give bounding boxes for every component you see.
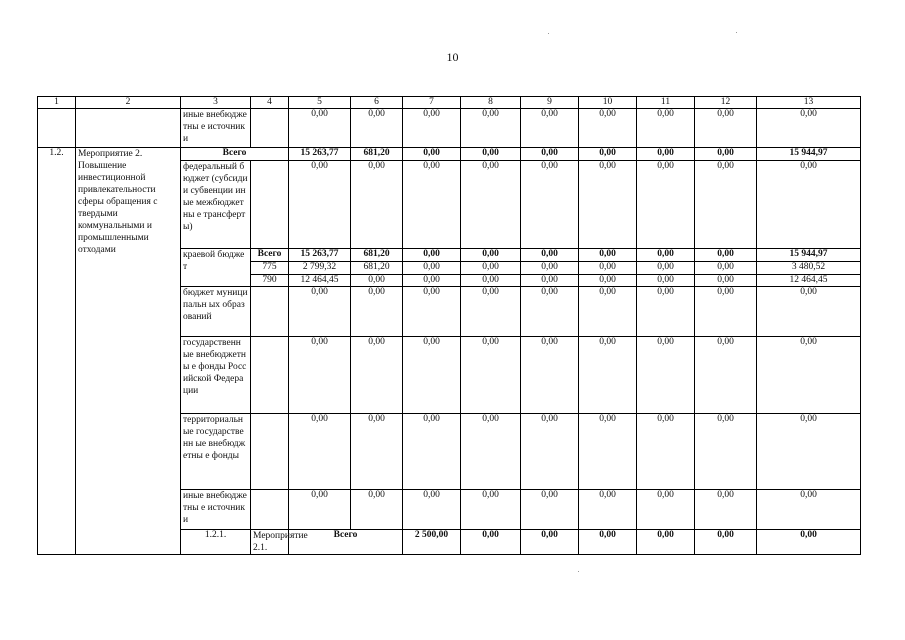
value-cell: 0,00: [403, 490, 461, 530]
value-cell: 0,00: [579, 530, 637, 555]
code-cell: [251, 490, 289, 530]
value-cell: 0,00: [351, 414, 403, 490]
value-cell: 0,00: [351, 337, 403, 414]
column-number: 13: [757, 97, 861, 109]
code-cell: [251, 161, 289, 249]
value-cell: 15 944,97: [757, 148, 861, 161]
value-cell: 0,00: [461, 414, 521, 490]
value-cell: 0,00: [579, 287, 637, 337]
value-cell: 0,00: [579, 249, 637, 262]
code-cell: [251, 287, 289, 337]
value-cell: 0,00: [461, 275, 521, 287]
value-cell: 0,00: [579, 161, 637, 249]
value-cell: 0,00: [461, 287, 521, 337]
code-cell: [251, 337, 289, 414]
value-cell: 0,00: [403, 275, 461, 287]
value-cell: 0,00: [461, 490, 521, 530]
source-cell: бюджет муниципальн ых образований: [181, 287, 251, 337]
value-cell: 0,00: [579, 262, 637, 275]
value-cell: 0,00: [403, 161, 461, 249]
code-cell: [251, 109, 289, 148]
value-cell: 0,00: [403, 337, 461, 414]
value-cell: 0,00: [521, 337, 579, 414]
value-cell: 681,20: [351, 249, 403, 262]
value-cell: 0,00: [521, 249, 579, 262]
value-cell: 0,00: [695, 337, 757, 414]
value-cell: 0,00: [695, 414, 757, 490]
source-total-label: Всего: [181, 148, 289, 161]
value-cell: 681,20: [351, 148, 403, 161]
value-cell: 0,00: [461, 249, 521, 262]
value-cell: 15 263,77: [289, 148, 351, 161]
value-cell: 0,00: [289, 490, 351, 530]
value-cell: 0,00: [695, 490, 757, 530]
value-cell: 0,00: [579, 148, 637, 161]
value-cell: 0,00: [351, 490, 403, 530]
column-number: 5: [289, 97, 351, 109]
code-cell: 775: [251, 262, 289, 275]
budget-table: [37, 96, 861, 555]
column-number-row: [38, 97, 861, 109]
value-cell: 0,00: [403, 109, 461, 148]
value-cell: 0,00: [637, 148, 695, 161]
value-cell: 0,00: [403, 262, 461, 275]
page-number: 10: [446, 50, 459, 64]
column-number: 10: [579, 97, 637, 109]
measure-name: Мероприятие 2. Повышение инвестиционной привлекательности сферы обращения с твердыми коммунальными и промышленными отходами: [76, 148, 181, 555]
value-cell: 0,00: [351, 109, 403, 148]
value-cell: 0,00: [695, 148, 757, 161]
value-cell: 0,00: [289, 287, 351, 337]
name-cell: [76, 109, 181, 148]
value-cell: 0,00: [521, 148, 579, 161]
value-cell: 0,00: [521, 275, 579, 287]
scan-speck: [578, 571, 579, 572]
value-cell: 0,00: [695, 249, 757, 262]
value-cell: 15 263,77: [289, 249, 351, 262]
value-cell: 2 799,32: [289, 262, 351, 275]
value-cell: 0,00: [579, 414, 637, 490]
value-cell: 0,00: [521, 161, 579, 249]
table-row: [38, 148, 861, 161]
value-cell: 0,00: [695, 262, 757, 275]
value-cell: 0,00: [637, 249, 695, 262]
code-cell: 790: [251, 275, 289, 287]
column-number: 2: [76, 97, 181, 109]
column-number: 9: [521, 97, 579, 109]
value-cell: 0,00: [757, 109, 861, 148]
measure-name: Мероприятие 2.1.: [251, 530, 289, 555]
value-cell: 0,00: [351, 287, 403, 337]
value-cell: 0,00: [579, 109, 637, 148]
value-cell: 0,00: [757, 490, 861, 530]
value-cell: 15 944,97: [757, 249, 861, 262]
value-cell: 0,00: [461, 262, 521, 275]
source-total-label: Всего: [289, 530, 403, 555]
value-cell: 0,00: [637, 287, 695, 337]
value-cell: 0,00: [461, 337, 521, 414]
value-cell: 2 500,00: [403, 530, 461, 555]
value-cell: 0,00: [757, 337, 861, 414]
value-cell: 3 480,52: [757, 262, 861, 275]
value-cell: 0,00: [637, 414, 695, 490]
code-cell: Всего: [251, 249, 289, 262]
scan-speck: [548, 33, 549, 34]
column-number: 8: [461, 97, 521, 109]
value-cell: 0,00: [521, 109, 579, 148]
value-cell: 0,00: [403, 249, 461, 262]
measure-number: 1.2.1.: [181, 530, 251, 555]
value-cell: 0,00: [289, 161, 351, 249]
value-cell: 0,00: [521, 414, 579, 490]
value-cell: 0,00: [579, 337, 637, 414]
value-cell: 0,00: [757, 530, 861, 555]
value-cell: 0,00: [637, 530, 695, 555]
value-cell: 0,00: [403, 148, 461, 161]
value-cell: 0,00: [579, 275, 637, 287]
column-number: 11: [637, 97, 695, 109]
value-cell: 0,00: [757, 287, 861, 337]
num-cell: [38, 109, 76, 148]
value-cell: 12 464,45: [757, 275, 861, 287]
value-cell: 0,00: [521, 287, 579, 337]
value-cell: 0,00: [637, 109, 695, 148]
source-cell: федеральный бюджет (субсидии субвенции иные межбюджетны е трансферты): [181, 161, 251, 249]
value-cell: 0,00: [461, 109, 521, 148]
value-cell: 0,00: [403, 287, 461, 337]
value-cell: 0,00: [695, 109, 757, 148]
value-cell: 0,00: [757, 414, 861, 490]
value-cell: 0,00: [461, 148, 521, 161]
column-number: 12: [695, 97, 757, 109]
value-cell: 681,20: [351, 262, 403, 275]
source-cell: иные внебюджетны е источники: [181, 109, 251, 148]
source-cell: иные внебюджетны е источники: [181, 490, 251, 530]
value-cell: 0,00: [351, 161, 403, 249]
measure-number: 1.2.: [38, 148, 76, 555]
value-cell: 0,00: [695, 287, 757, 337]
value-cell: 0,00: [289, 337, 351, 414]
column-number: 3: [181, 97, 251, 109]
table-row: [38, 109, 861, 148]
value-cell: 12 464,45: [289, 275, 351, 287]
value-cell: 0,00: [521, 530, 579, 555]
source-cell: государственн ые внебюджетны е фонды Российской Федерации: [181, 337, 251, 414]
value-cell: 0,00: [403, 414, 461, 490]
column-number: 1: [38, 97, 76, 109]
value-cell: 0,00: [637, 490, 695, 530]
value-cell: 0,00: [289, 414, 351, 490]
value-cell: 0,00: [351, 275, 403, 287]
value-cell: 0,00: [289, 109, 351, 148]
value-cell: 0,00: [521, 262, 579, 275]
value-cell: 0,00: [637, 275, 695, 287]
code-cell: [251, 414, 289, 490]
column-number: 7: [403, 97, 461, 109]
source-cell: краевой бюджет: [181, 249, 251, 287]
value-cell: 0,00: [521, 490, 579, 530]
column-number: 6: [351, 97, 403, 109]
value-cell: 0,00: [579, 490, 637, 530]
value-cell: 0,00: [461, 530, 521, 555]
value-cell: 0,00: [757, 161, 861, 249]
column-number: 4: [251, 97, 289, 109]
value-cell: 0,00: [637, 262, 695, 275]
value-cell: 0,00: [695, 161, 757, 249]
source-cell: территориальн ые государственн ые внебюджетны е фонды: [181, 414, 251, 490]
value-cell: 0,00: [695, 275, 757, 287]
scan-speck: [736, 32, 737, 33]
value-cell: 0,00: [695, 530, 757, 555]
value-cell: 0,00: [637, 337, 695, 414]
value-cell: 0,00: [637, 161, 695, 249]
value-cell: 0,00: [461, 161, 521, 249]
